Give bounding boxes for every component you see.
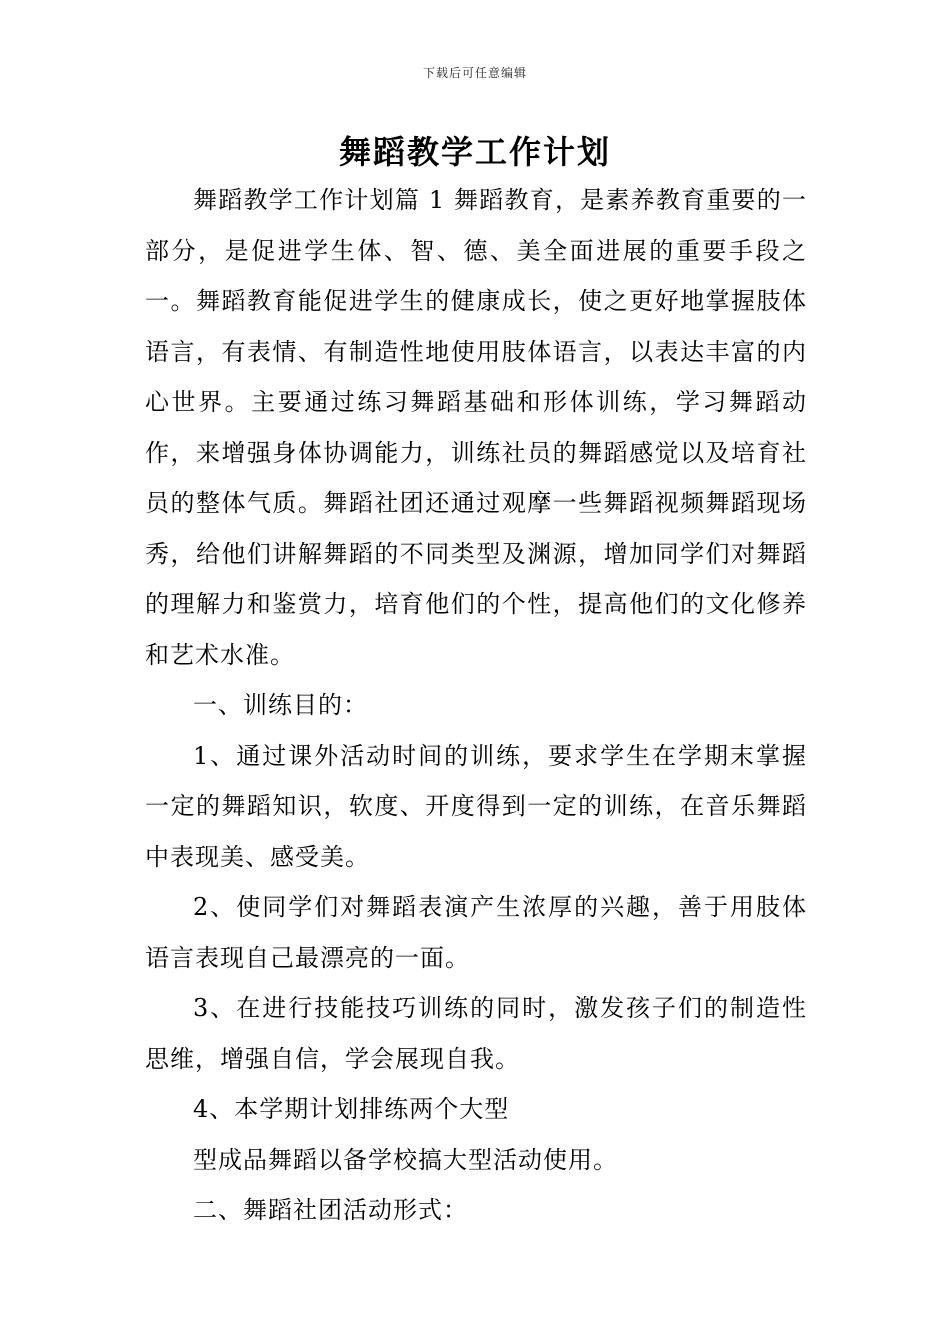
- document-body: [145, 175, 807, 1236]
- paragraph-goal-4: 4、本学期计划排练两个大型: [193, 1095, 510, 1123]
- paragraph-goal-1: 1、通过课外活动时间的训练，要求学生在学期末掌握一定的舞蹈知识，软度、开度得到一定的训练，在音乐舞蹈中表现美、感受美。: [145, 741, 807, 871]
- paragraph-intro: 舞蹈教学工作计划篇 1 舞蹈教育，是素养教育重要的一部分，是促进学生体、智、德、美全面进展的重要手段之一。舞蹈教育能促进学生的健康成长，使之更好地掌握肢体语言，有表情、有制造性地使用肢体语言，以表达丰富的内心世界。主要通过练习舞蹈基础和形体训练，学习舞蹈动作，来增强身体协调能力，训练社员的舞蹈感觉以及培育社员的整体气质。舞蹈社团还通过观摩一些舞蹈视频舞蹈现场秀，给他们讲解舞蹈的不同类型及渊源，增加同学们对舞蹈的理解力和鉴赏力，培育他们的个性，提高他们的文化修养和艺术水准。: [145, 186, 807, 669]
- page-header: 下载后可任意编辑: [422, 66, 527, 80]
- section-heading-activity-form: 二、舞蹈社团活动形式：: [193, 1196, 468, 1224]
- paragraph-goal-4-continued: 型成品舞蹈以备学校搞大型活动使用。: [193, 1145, 618, 1174]
- document-title: 舞蹈教学工作计划: [338, 133, 611, 171]
- paragraph-goal-2: 2、使同学们对舞蹈表演产生浓厚的兴趣，善于用肢体语言表现自己最漂亮的一面。: [145, 893, 807, 972]
- section-heading-training-goal: 一、训练目的：: [193, 691, 368, 719]
- paragraph-goal-3: 3、在进行技能技巧训练的同时，激发孩子们的制造性思维，增强自信，学会展现自我。: [145, 994, 807, 1073]
